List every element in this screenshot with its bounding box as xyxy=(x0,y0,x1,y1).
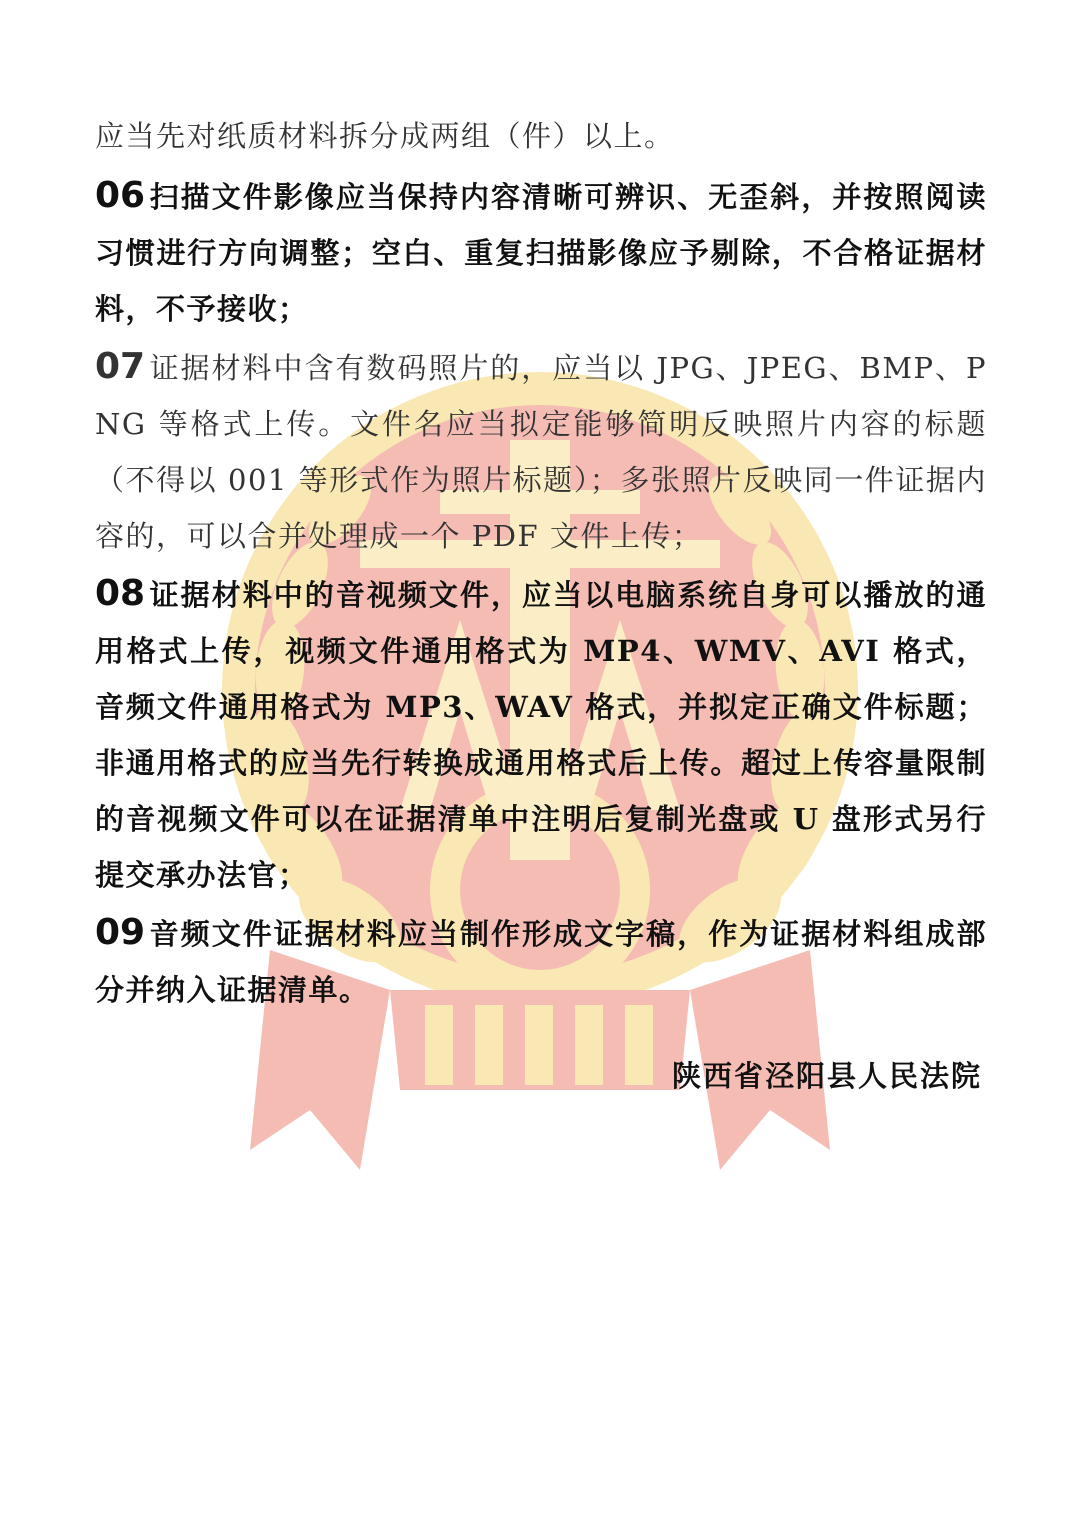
item-06-paragraph xyxy=(95,168,987,337)
signature-court-name: 陕西省泾阳县人民法院 xyxy=(671,1059,982,1093)
item-text: 扫描文件影像应当保持内容清晰可辨识、无歪斜，并按照阅读习惯进行方向调整；空白、重复扫描影像应予剔除，不合格证据材料，不予接收； xyxy=(95,180,987,326)
item-number: 09 xyxy=(95,912,146,953)
item-number: 08 xyxy=(95,573,146,614)
item-number: 07 xyxy=(95,346,146,387)
item-09-paragraph xyxy=(95,905,987,1018)
item-text: 证据材料中含有数码照片的，应当以 JPG、JPEG、BMP、PNG 等格式上传。文件名应当拟定能够简明反映照片内容的标题（不得以 001 等形式作为照片标题）；多张照片反映同一件证据内容的，可以合并处理成一个 PDF 文件上传； xyxy=(95,351,987,553)
item-08-paragraph xyxy=(95,566,987,903)
item-text: 音频文件证据材料应当制作形成文字稿，作为证据材料组成部分并纳入证据清单。 xyxy=(95,917,987,1007)
item-text: 证据材料中的音视频文件，应当以电脑系统自身可以播放的通用格式上传，视频文件通用格式为 MP4、WMV、AVI 格式，音频文件通用格式为 MP3、WAV 格式，并拟定正确文件标题；非通用格式的应当先行转换成通用格式后上传。超过上传容量限制的音视频文件可以在证据清单中注明后复制光盘或 U 盘形式另行提交承办法官； xyxy=(95,578,987,892)
item-07-paragraph xyxy=(95,339,987,564)
item-number: 06 xyxy=(95,175,146,216)
intro-text: 应当先对纸质材料拆分成两组（件）以上。 xyxy=(95,119,675,153)
document-body xyxy=(95,108,987,1018)
intro-paragraph xyxy=(95,108,987,164)
